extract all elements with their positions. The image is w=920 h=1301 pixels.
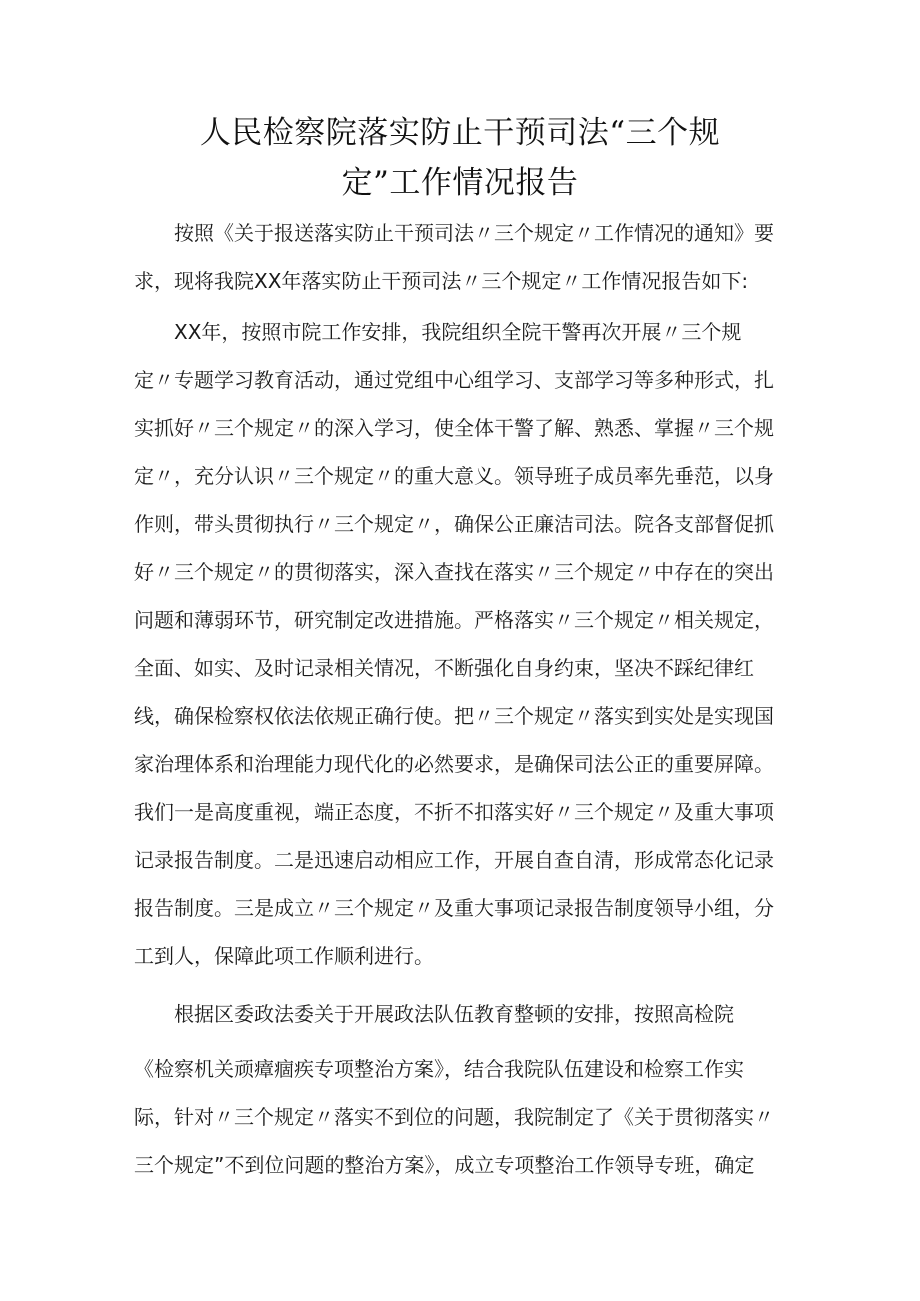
- paragraph-line: 线，确保检察权依法依规正确行使。把〃三个规定〃落实到实处是实现国: [134, 704, 774, 728]
- document-title-line-2: 定”工作情况报告: [341, 165, 579, 201]
- paragraph-line: 三个规定”不到位问题的整治方案》，成立专项整治工作领导专班，确定: [134, 1153, 755, 1177]
- paragraph-line: 全面、如实、及时记录相关情况，不断强化自身约束，坚决不踩纪律红: [134, 656, 754, 680]
- paragraph-line: 根据区委政法委关于开展政法队伍教育整顿的安排，按照高检院: [174, 1002, 734, 1026]
- paragraph-line: 我们一是高度重视，端正态度，不折不扣落实好〃三个规定〃及重大事项: [134, 800, 774, 824]
- paragraph-rectification: [134, 990, 784, 1038]
- paragraph-line: 《检察机关顽瘴痼疾专项整治方案》，结合我院队伍建设和检察工作实: [134, 1057, 744, 1081]
- paragraph-intro: [134, 209, 784, 305]
- paragraph-summary: [134, 308, 784, 980]
- paragraph-line: XX年，按照市院工作安排，我院组织全院干警再次开展〃三个规: [174, 320, 742, 344]
- paragraph-line: 求，现将我院XX年落实防止干预司法〃三个规定〃工作情况报告如下:: [134, 269, 749, 293]
- paragraph-line: 定〃专题学习教育活动，通过党组中心组学习、支部学习等多种形式，扎: [134, 368, 774, 392]
- paragraph-line: 作则，带头贯彻执行〃三个规定〃，确保公正廉洁司法。院各支部督促抓: [134, 512, 774, 536]
- paragraph-line: 记录报告制度。二是迅速启动相应工作，开展自查自清，形成常态化记录: [134, 848, 774, 872]
- paragraph-line: 报告制度。三是成立〃三个规定〃及重大事项记录报告制度领导小组，分: [134, 896, 774, 920]
- paragraph-line: 工到人，保障此项工作顺利进行。: [134, 944, 434, 968]
- paragraph-line: 家治理体系和治理能力现代化的必然要求，是确保司法公正的重要屏障。: [134, 752, 774, 776]
- paragraph-line: 好〃三个规定〃的贯彻落实，深入查找在落实〃三个规定〃中存在的突出: [134, 560, 774, 584]
- paragraph-line: 实抓好〃三个规定〃的深入学习，使全体干警了解、熟悉、掌握〃三个规: [134, 416, 774, 440]
- paragraph-line: 定〃，充分认识〃三个规定〃的重大意义。领导班子成员率先垂范，以身: [134, 464, 774, 488]
- document-title-line-1: 人民检察院落实防止干预司法“三个规: [199, 115, 721, 151]
- paragraph-line: 问题和薄弱环节，研究制定改进措施。严格落实〃三个规定〃相关规定，: [134, 608, 774, 632]
- paragraph-line: 际，针对〃三个规定〃落实不到位的问题，我院制定了《关于贯彻落实〃: [134, 1105, 774, 1129]
- paragraph-rectification-continued: [134, 1045, 784, 1189]
- paragraph-line: 按照《关于报送落实防止干预司法〃三个规定〃工作情况的通知》要: [174, 221, 774, 245]
